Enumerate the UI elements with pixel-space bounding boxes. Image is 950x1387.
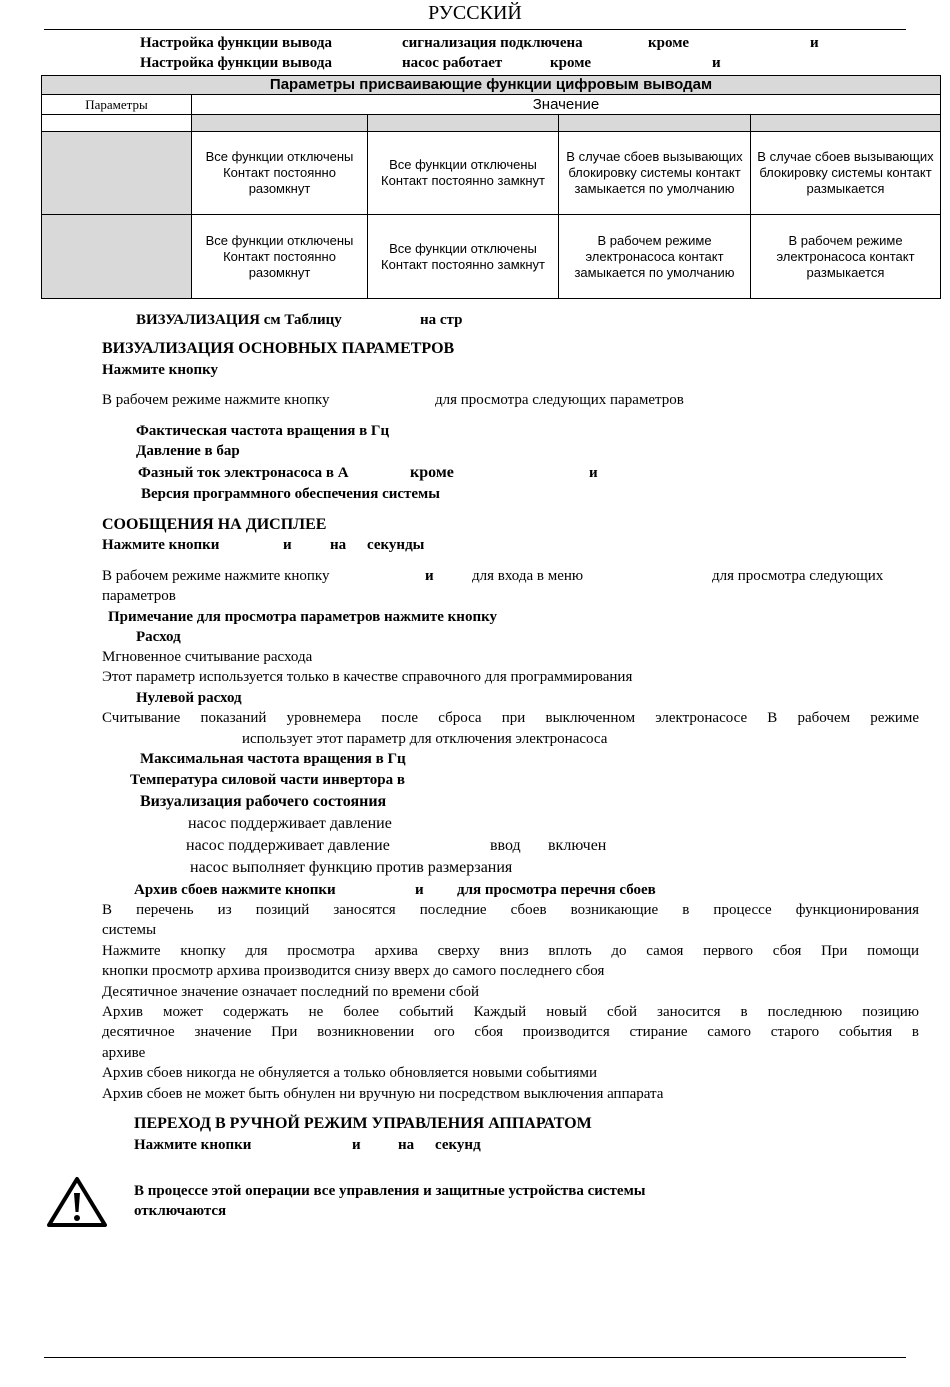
table-row2-cell1: Все функции отключены Контакт постоянно разомкнут xyxy=(192,215,368,298)
table-subheader-col3 xyxy=(559,115,751,132)
intro-line1-a: Настройка функции вывода xyxy=(140,35,332,51)
page-header-title: РУССКИЙ xyxy=(428,2,522,24)
archive-line5: Архив сбоев никогда не обнуляется а только обновляется новыми событиями xyxy=(102,1065,598,1081)
digital-outputs-table xyxy=(41,75,941,299)
header-rule xyxy=(44,29,906,30)
zero-flow-line1: Считывание показаний уровнемера после сброса при выключенном электронасосе В рабочем режиме xyxy=(102,710,919,726)
main-params-press: Нажмите кнопку xyxy=(102,362,219,378)
messages-desc1-d: для просмотра следующих xyxy=(712,568,884,584)
status-line2-a: насос поддерживает давление xyxy=(186,837,390,854)
flow-line2: Этот параметр используется только в качестве справочного для программирования xyxy=(102,669,633,685)
param-current-c: и xyxy=(589,465,598,481)
table-subheader-col2 xyxy=(368,115,559,132)
archive-press-c: для просмотра перечня сбоев xyxy=(457,882,656,898)
archive-press-a: Архив сбоев нажмите кнопки xyxy=(134,882,336,898)
warning-icon xyxy=(46,1176,108,1228)
table-row2-cell2: Все функции отключены Контакт постоянно замкнут xyxy=(368,215,559,298)
table-value-header: Значение xyxy=(192,95,940,115)
status-line2-b: ввод xyxy=(490,837,521,854)
manual-press-d: секунд xyxy=(435,1137,481,1153)
messages-note: Примечание для просмотра параметров нажмите кнопку xyxy=(108,609,498,625)
table-row1-param xyxy=(42,132,192,215)
status-line1: насос поддерживает давление xyxy=(188,815,392,832)
archive-line1: В перечень из позиций заносятся последние сбоев возникающие в процессе функционирования xyxy=(102,902,919,918)
warning-text-line1: В процессе этой операции все управления и защитные устройства системы xyxy=(134,1183,646,1199)
archive-press-b: и xyxy=(415,882,424,898)
max-frequency: Максимальная частота вращения в Гц xyxy=(140,751,406,767)
table-param-header: Параметры xyxy=(42,95,192,115)
intro-line2-b: насос работает xyxy=(402,55,503,71)
param-frequency: Фактическая частота вращения в Гц xyxy=(136,423,390,439)
messages-desc1-cont: параметров xyxy=(102,588,176,604)
table-title: Параметры присваивающие функции цифровым выводам xyxy=(42,76,940,95)
archive-line2: Нажмите кнопку для просмотра архива сверху вниз вплоть до самоя первого сбоя При помощи xyxy=(102,943,919,959)
param-pressure: Давление в бар xyxy=(136,443,240,459)
intro-line1-d: и xyxy=(810,35,819,51)
intro-line2-d: и xyxy=(712,55,721,71)
archive-line2b: кнопки просмотр архива производится снизу вверх до самого последнего сбоя xyxy=(102,963,605,979)
archive-line4c: архиве xyxy=(102,1045,146,1061)
manual-press-b: и xyxy=(352,1137,361,1153)
table-row2-cell4: В рабочем режиме электронасоса контакт размыкается xyxy=(776,232,915,280)
status-title: Визуализация рабочего состояния xyxy=(140,793,387,810)
table-row1-cell4: В случае сбоев вызывающих блокировку системы контакт размыкается xyxy=(751,132,940,215)
table-row1-cell3: В случае сбоев вызывающих блокировку системы контакт замыкается по умолчанию xyxy=(559,132,751,215)
table-row1-cell2: Все функции отключены Контакт постоянно замкнут xyxy=(368,132,559,215)
manual-heading: ПЕРЕХОД В РУЧНОЙ РЕЖИМ УПРАВЛЕНИЯ АППАРАТОМ xyxy=(134,1115,592,1132)
messages-desc1-c: для входа в меню xyxy=(472,568,584,584)
table-row1-cell1: Все функции отключены Контакт постоянно разомкнут xyxy=(192,132,368,215)
messages-desc1-a: В рабочем режиме нажмите кнопку xyxy=(102,568,330,584)
main-params-heading: ВИЗУАЛИЗАЦИЯ ОСНОВНЫХ ПАРАМЕТРОВ xyxy=(102,340,455,357)
messages-press-b: и xyxy=(283,537,292,553)
status-line2-c: включен xyxy=(548,837,607,854)
warning-text-line2: отключаются xyxy=(134,1203,227,1219)
archive-line4b: десятичное значение При возникновении ого сбоя производится стирание самого старого события в xyxy=(102,1024,919,1040)
intro-line1-b: сигнализация подключена xyxy=(402,35,583,51)
archive-line1b: системы xyxy=(102,922,157,938)
status-line3: насос выполняет функцию против размерзания xyxy=(190,859,513,876)
archive-line3: Десятичное значение означает последний по времени сбой xyxy=(102,984,480,1000)
param-current-a: Фазный ток электронасоса в А xyxy=(138,465,349,481)
main-params-desc-a: В рабочем режиме нажмите кнопку xyxy=(102,392,330,408)
intro-line1-c: кроме xyxy=(648,35,690,51)
zero-flow-line2: использует этот параметр для отключения электронасоса xyxy=(242,731,608,747)
inverter-temperature: Температура силовой части инвертора в xyxy=(130,772,405,788)
main-params-desc-b: для просмотра следующих параметров xyxy=(435,392,684,408)
messages-press-a: Нажмите кнопки xyxy=(102,537,220,553)
intro-line2-c: кроме xyxy=(550,55,592,71)
param-current-b: кроме xyxy=(410,464,454,481)
table-row2-param xyxy=(42,215,192,298)
intro-line2-a: Настройка функции вывода xyxy=(140,55,332,71)
param-version: Версия программного обеспечения системы xyxy=(141,486,440,502)
messages-press-c: на xyxy=(330,537,347,553)
archive-line6: Архив сбоев не может быть обнулен ни вручную ни посредством выключения аппарата xyxy=(102,1086,664,1102)
archive-line4: Архив может содержать не более событий Каждый новый сбой заносится в последнюю позицию xyxy=(102,1004,919,1020)
visual-ref-b: на стр xyxy=(420,312,463,328)
messages-heading: СООБЩЕНИЯ НА ДИСПЛЕЕ xyxy=(102,516,327,533)
manual-press-a: Нажмите кнопки xyxy=(134,1137,252,1153)
table-subheader-col4 xyxy=(751,115,940,132)
footer-rule xyxy=(44,1357,906,1358)
zero-flow-title: Нулевой расход xyxy=(136,690,242,706)
table-subheader-col1 xyxy=(192,115,368,132)
visual-ref-a: ВИЗУАЛИЗАЦИЯ см Таблицу xyxy=(136,312,342,328)
flow-line1: Мгновенное считывание расхода xyxy=(102,649,313,665)
table-subheader-param xyxy=(42,115,192,132)
table-row2-cell3: В рабочем режиме электронасоса контакт замыкается по умолчанию xyxy=(559,215,751,298)
messages-desc1-b: и xyxy=(425,568,434,584)
flow-title: Расход xyxy=(136,629,181,645)
manual-press-c: на xyxy=(398,1137,415,1153)
messages-press-d: секунды xyxy=(367,537,425,553)
